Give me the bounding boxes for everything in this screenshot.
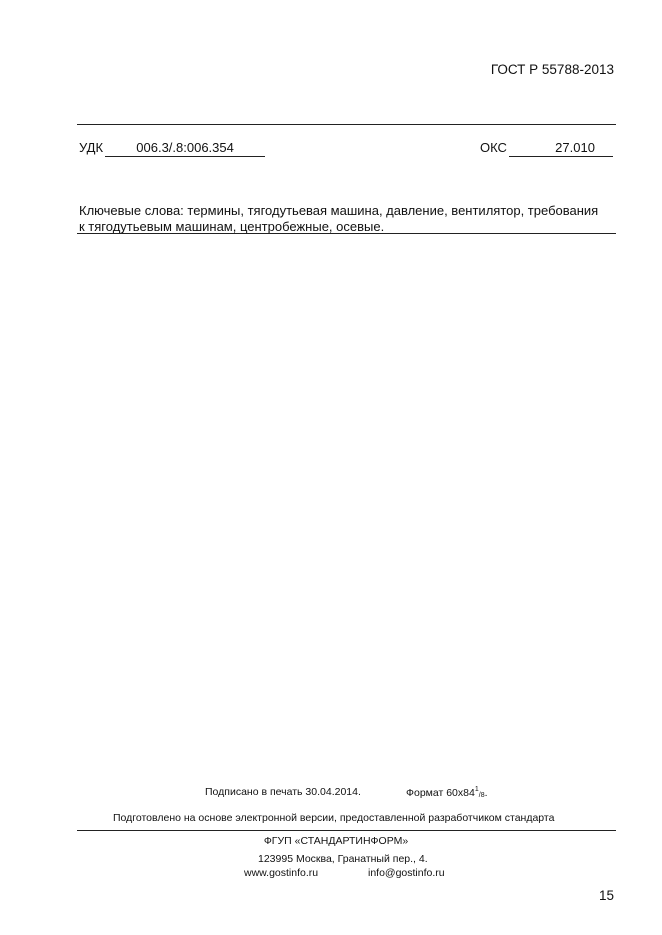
print-format-denominator: 8 (480, 792, 485, 799)
udk-block (79, 140, 265, 157)
print-format-end: . (484, 787, 488, 799)
keywords-line-1: Ключевые слова: термины, тягодутьевая машина, давление, вентилятор, требования (79, 203, 599, 218)
imprint-rule (77, 830, 616, 831)
prepared-note: Подготовлено на основе электронной версии, предоставленной разработчиком стандарта (113, 812, 555, 824)
udk-value: 006.3/.8:006.354 (105, 141, 265, 157)
oks-value-text: 27.010 (555, 140, 595, 155)
publisher-name: ФГУП «СТАНДАРТИНФОРМ» (263, 835, 409, 847)
oks-block (480, 140, 613, 157)
oks-value (509, 141, 613, 157)
header-rule (77, 124, 616, 125)
publisher-email[interactable]: info@gostinfo.ru (368, 867, 445, 879)
keywords-line-2: к тягодутьевым машинам, центробежные, осевые. (79, 218, 385, 234)
signed-to-print: Подписано в печать 30.04.2014. (205, 786, 361, 798)
print-format: Формат $60х84^1/8$. (406, 786, 488, 799)
keywords-rule (77, 233, 616, 234)
oks-label: ОКС (480, 140, 507, 155)
print-format-label: Формат 60х84 (406, 787, 475, 799)
publisher-website[interactable]: www.gostinfo.ru (244, 867, 319, 879)
udk-label: УДК (79, 140, 104, 155)
keywords-block (79, 203, 616, 234)
standard-code-header: ГОСТ Р 55788-2013 (490, 62, 614, 77)
page-number: 15 (598, 888, 614, 903)
publisher-address: 123995 Москва, Гранатный пер., 4. (258, 853, 428, 865)
print-format-numerator: 1 (474, 786, 479, 793)
